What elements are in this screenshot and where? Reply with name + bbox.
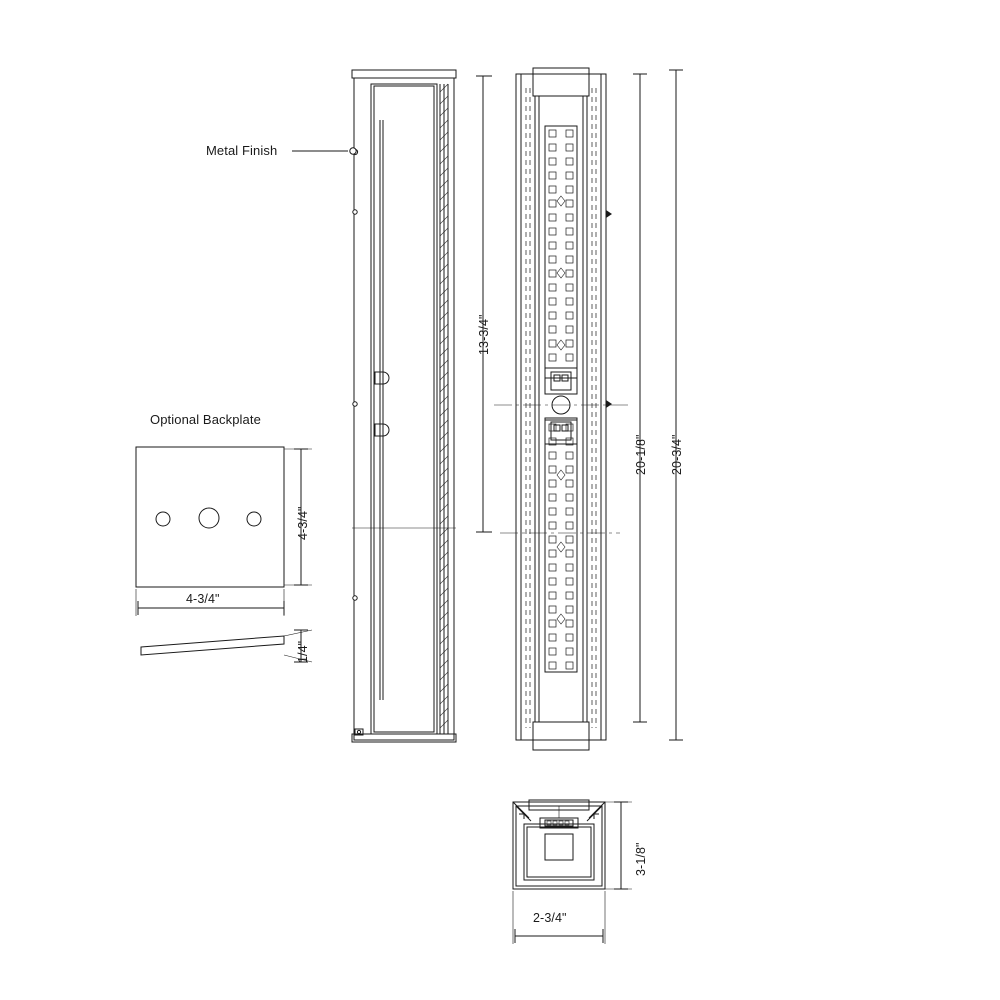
dimension-label-section-height: 3-1/8"	[634, 842, 648, 876]
view-backplate-edge	[141, 636, 284, 655]
label-metal-finish: Metal Finish	[206, 143, 278, 158]
dimension-side-height-outer	[669, 70, 683, 740]
dimension-label-side-height-inner: 20-1/8"	[634, 434, 648, 475]
view-backplate-plan	[136, 447, 284, 587]
view-front-elevation	[494, 68, 628, 750]
dimension-side-height-inner	[633, 74, 647, 722]
dimension-label-backplate-width: 4-3/4"	[186, 592, 220, 606]
dimension-label-backplate-thickness: 1/4"	[296, 640, 310, 663]
dimension-label-front-height: 13-3/4"	[477, 314, 491, 355]
dimension-front-height	[476, 76, 492, 532]
leader-metal-finish	[292, 148, 356, 154]
dimension-label-section-width: 2-3/4"	[533, 911, 567, 925]
label-optional-backplate: Optional Backplate	[150, 412, 261, 427]
dimension-section-height	[605, 802, 632, 889]
view-side-elevation	[352, 70, 456, 742]
dimension-label-side-height-outer: 20-3/4"	[670, 434, 684, 475]
dimension-label-backplate-height: 4-3/4"	[296, 506, 310, 540]
view-cross-section	[513, 800, 605, 889]
